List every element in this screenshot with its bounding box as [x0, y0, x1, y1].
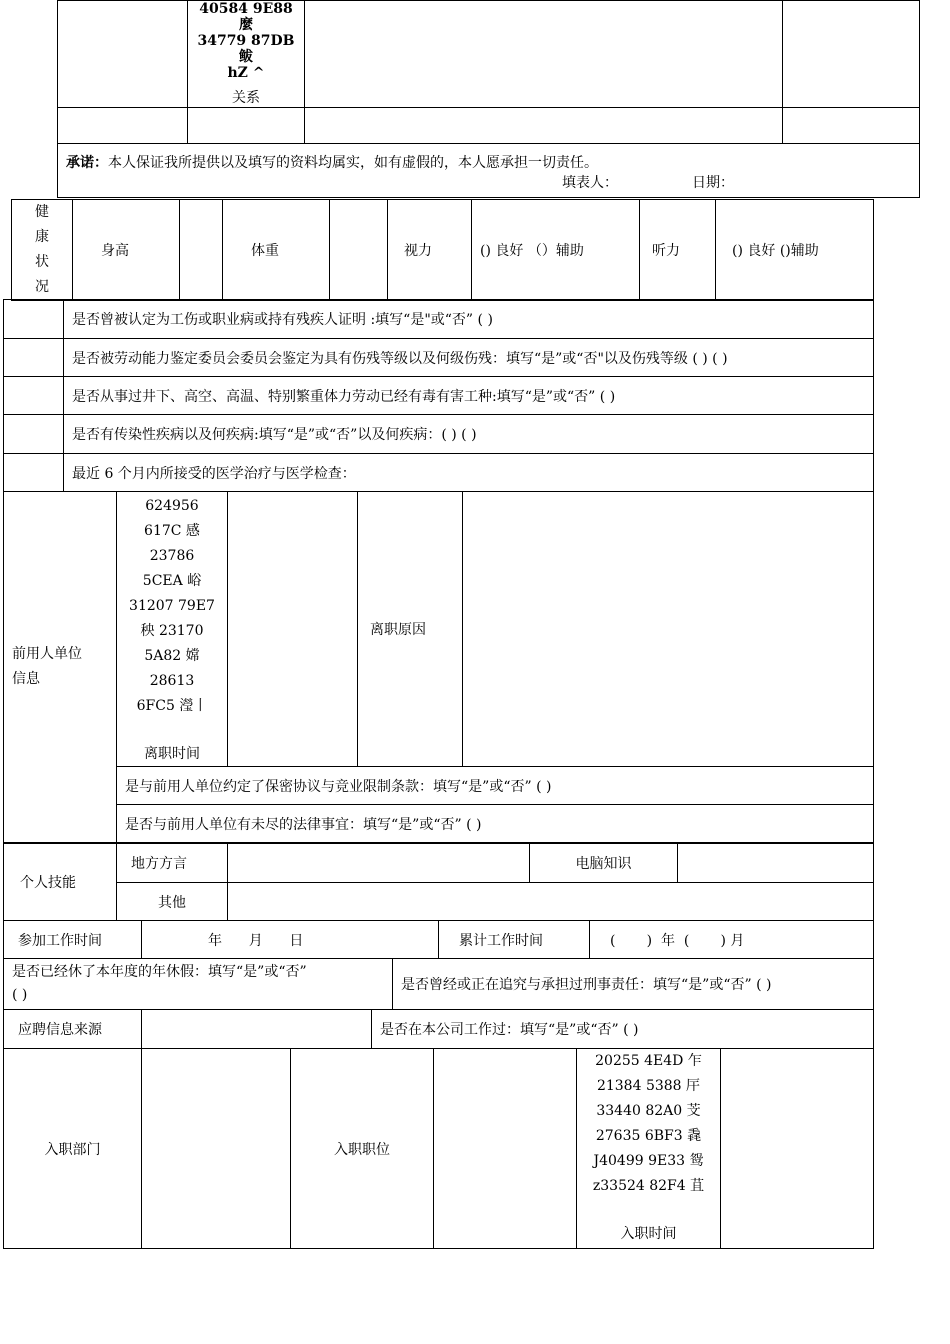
entry-dept-field[interactable] — [142, 1049, 291, 1249]
promise-cell — [58, 144, 920, 198]
top-cell-1[interactable] — [58, 1, 188, 108]
dialect-label: 地方方言 — [117, 844, 228, 883]
health-question: 是否从事过井下、高空、高温、特别繁重体力劳动已经有毒有害工种:填写“是”或“否” ( ) — [64, 377, 874, 415]
source-table — [3, 1009, 874, 1049]
computer-label: 电脑知识 — [530, 844, 678, 883]
other-skills-field[interactable] — [228, 883, 874, 921]
health-questions-table — [3, 299, 874, 492]
health-question-mark-cell[interactable] — [4, 415, 64, 454]
relation-row-cell-2[interactable] — [188, 108, 305, 144]
top-table — [57, 0, 920, 198]
total-work-field[interactable]: ( ) 年 ( ) 月 — [590, 921, 874, 959]
health-label-char: 康 — [35, 229, 49, 245]
health-question-mark-cell[interactable] — [4, 300, 64, 339]
entry-codes-cell — [577, 1049, 721, 1249]
health-question-mark-cell[interactable] — [4, 377, 64, 415]
relation-row-cell-3[interactable] — [305, 108, 783, 144]
top-cell-4[interactable] — [783, 1, 920, 108]
vision-label: 视力 — [388, 200, 472, 301]
criminal-question: 是否曾经或正在追究与承担过刑事责任：填写“是”或“否” ( ) — [393, 959, 874, 1010]
health-question: 最近 6 个月内所接受的医学治疗与医学检查： — [64, 454, 874, 492]
entry-time-field[interactable] — [721, 1049, 874, 1249]
promise-text: 本人保证我所提供以及填写的资料均属实，如有虚假的，本人愿承担一切责任。 — [108, 154, 598, 171]
top-cell-3[interactable] — [305, 1, 783, 108]
entry-time-label: 入职时间 — [620, 1226, 677, 1242]
health-question-mark-cell[interactable] — [4, 339, 64, 377]
relation-row-cell-1[interactable] — [58, 108, 188, 144]
leave-time-label: 离职时间 — [144, 746, 200, 762]
height-label: 身高 — [73, 200, 180, 301]
date-label: 日期： — [692, 174, 734, 191]
total-work-label: 累计工作时间 — [439, 921, 590, 959]
weight-field[interactable] — [330, 200, 388, 301]
relation-garbled-text: 40584 9E88 麼 34779 87DB 鲅 hZ ^ — [197, 1, 295, 81]
entry-table — [3, 1048, 874, 1249]
entry-dept-label: 入职部门 — [4, 1049, 142, 1249]
promise-prefix: 承诺： — [66, 154, 108, 171]
worked-here-question: 是否在本公司工作过：填写“是”或“否” ( ) — [372, 1010, 874, 1049]
health-label-char: 况 — [35, 279, 49, 295]
health-label-char: 状 — [35, 254, 49, 270]
health-section-label — [12, 200, 73, 301]
legal-question: 是否与前用人单位有未尽的法律事宜：填写“是”或“否” ( ) — [117, 805, 874, 843]
health-question: 是否曾被认定为工伤或职业病或持有残疾人证明 :填写“是"或“否” ( ) — [64, 300, 874, 339]
source-label: 应聘信息来源 — [4, 1010, 142, 1049]
skills-label: 个人技能 — [4, 844, 117, 921]
skills-table — [3, 843, 874, 921]
other-skills-label: 其他 — [117, 883, 228, 921]
previous-employer-table — [3, 491, 874, 843]
confidentiality-question: 是与前用人单位约定了保密协议与竞业限制条款：填写“是”或“否” ( ) — [117, 767, 874, 805]
work-time-table — [3, 920, 874, 959]
computer-field[interactable] — [678, 844, 874, 883]
leave-criminal-table — [3, 958, 874, 1010]
entry-position-field[interactable] — [434, 1049, 577, 1249]
source-field[interactable] — [142, 1010, 372, 1049]
filler-label: 填表人： — [562, 174, 618, 191]
dialect-field[interactable] — [228, 844, 530, 883]
work-start-date-field[interactable]: 年 月 日 — [142, 921, 439, 959]
previous-employer-garbled-codes: 624956 617C 感 23786 5CEA 峪 31207 79E7 秧 23170 5A82 嫦 28613 6FC5 瀅丨 — [129, 498, 215, 714]
height-field[interactable] — [180, 200, 223, 301]
previous-employer-codes-cell — [117, 492, 228, 767]
leave-reason-label: 离职原因 — [358, 492, 463, 767]
health-question: 是否有传染性疾病以及何疾病:填写“是”或“否”以及何疾病：( ) ( ) — [64, 415, 874, 454]
leave-reason-field[interactable] — [463, 492, 874, 767]
leave-time-field[interactable] — [228, 492, 358, 767]
health-label-char: 健 — [35, 204, 49, 220]
previous-employer-label: 前用人单位 信息 — [4, 492, 117, 843]
annual-leave-question: 是否已经休了本年度的年休假：填写“是”或“否” ( ) — [4, 959, 393, 1010]
relation-row-cell-4[interactable] — [783, 108, 920, 144]
weight-label: 体重 — [223, 200, 330, 301]
entry-position-label: 入职职位 — [291, 1049, 434, 1249]
hearing-options[interactable]: () 良好 ()辅助 — [716, 200, 874, 301]
vision-options[interactable]: () 良好 （）辅助 — [472, 200, 640, 301]
entry-garbled-codes: 20255 4E4D 乍 21384 5388 厈 33440 82A0 芠 27635 6BF3 毳 J40499 9E33 鸳 z33524 82F4 苴 — [592, 1053, 705, 1194]
relation-cell — [188, 1, 305, 108]
health-question: 是否被劳动能力鉴定委员会委员会鉴定为具有伤残等级以及何级伤残：填写“是”或“否"以及伤残等级 ( ) ( ) — [64, 339, 874, 377]
health-question-mark-cell[interactable] — [4, 454, 64, 492]
health-table — [11, 199, 874, 301]
work-start-label: 参加工作时间 — [4, 921, 142, 959]
hearing-label: 听力 — [640, 200, 716, 301]
relation-label: 关系 — [232, 90, 260, 106]
